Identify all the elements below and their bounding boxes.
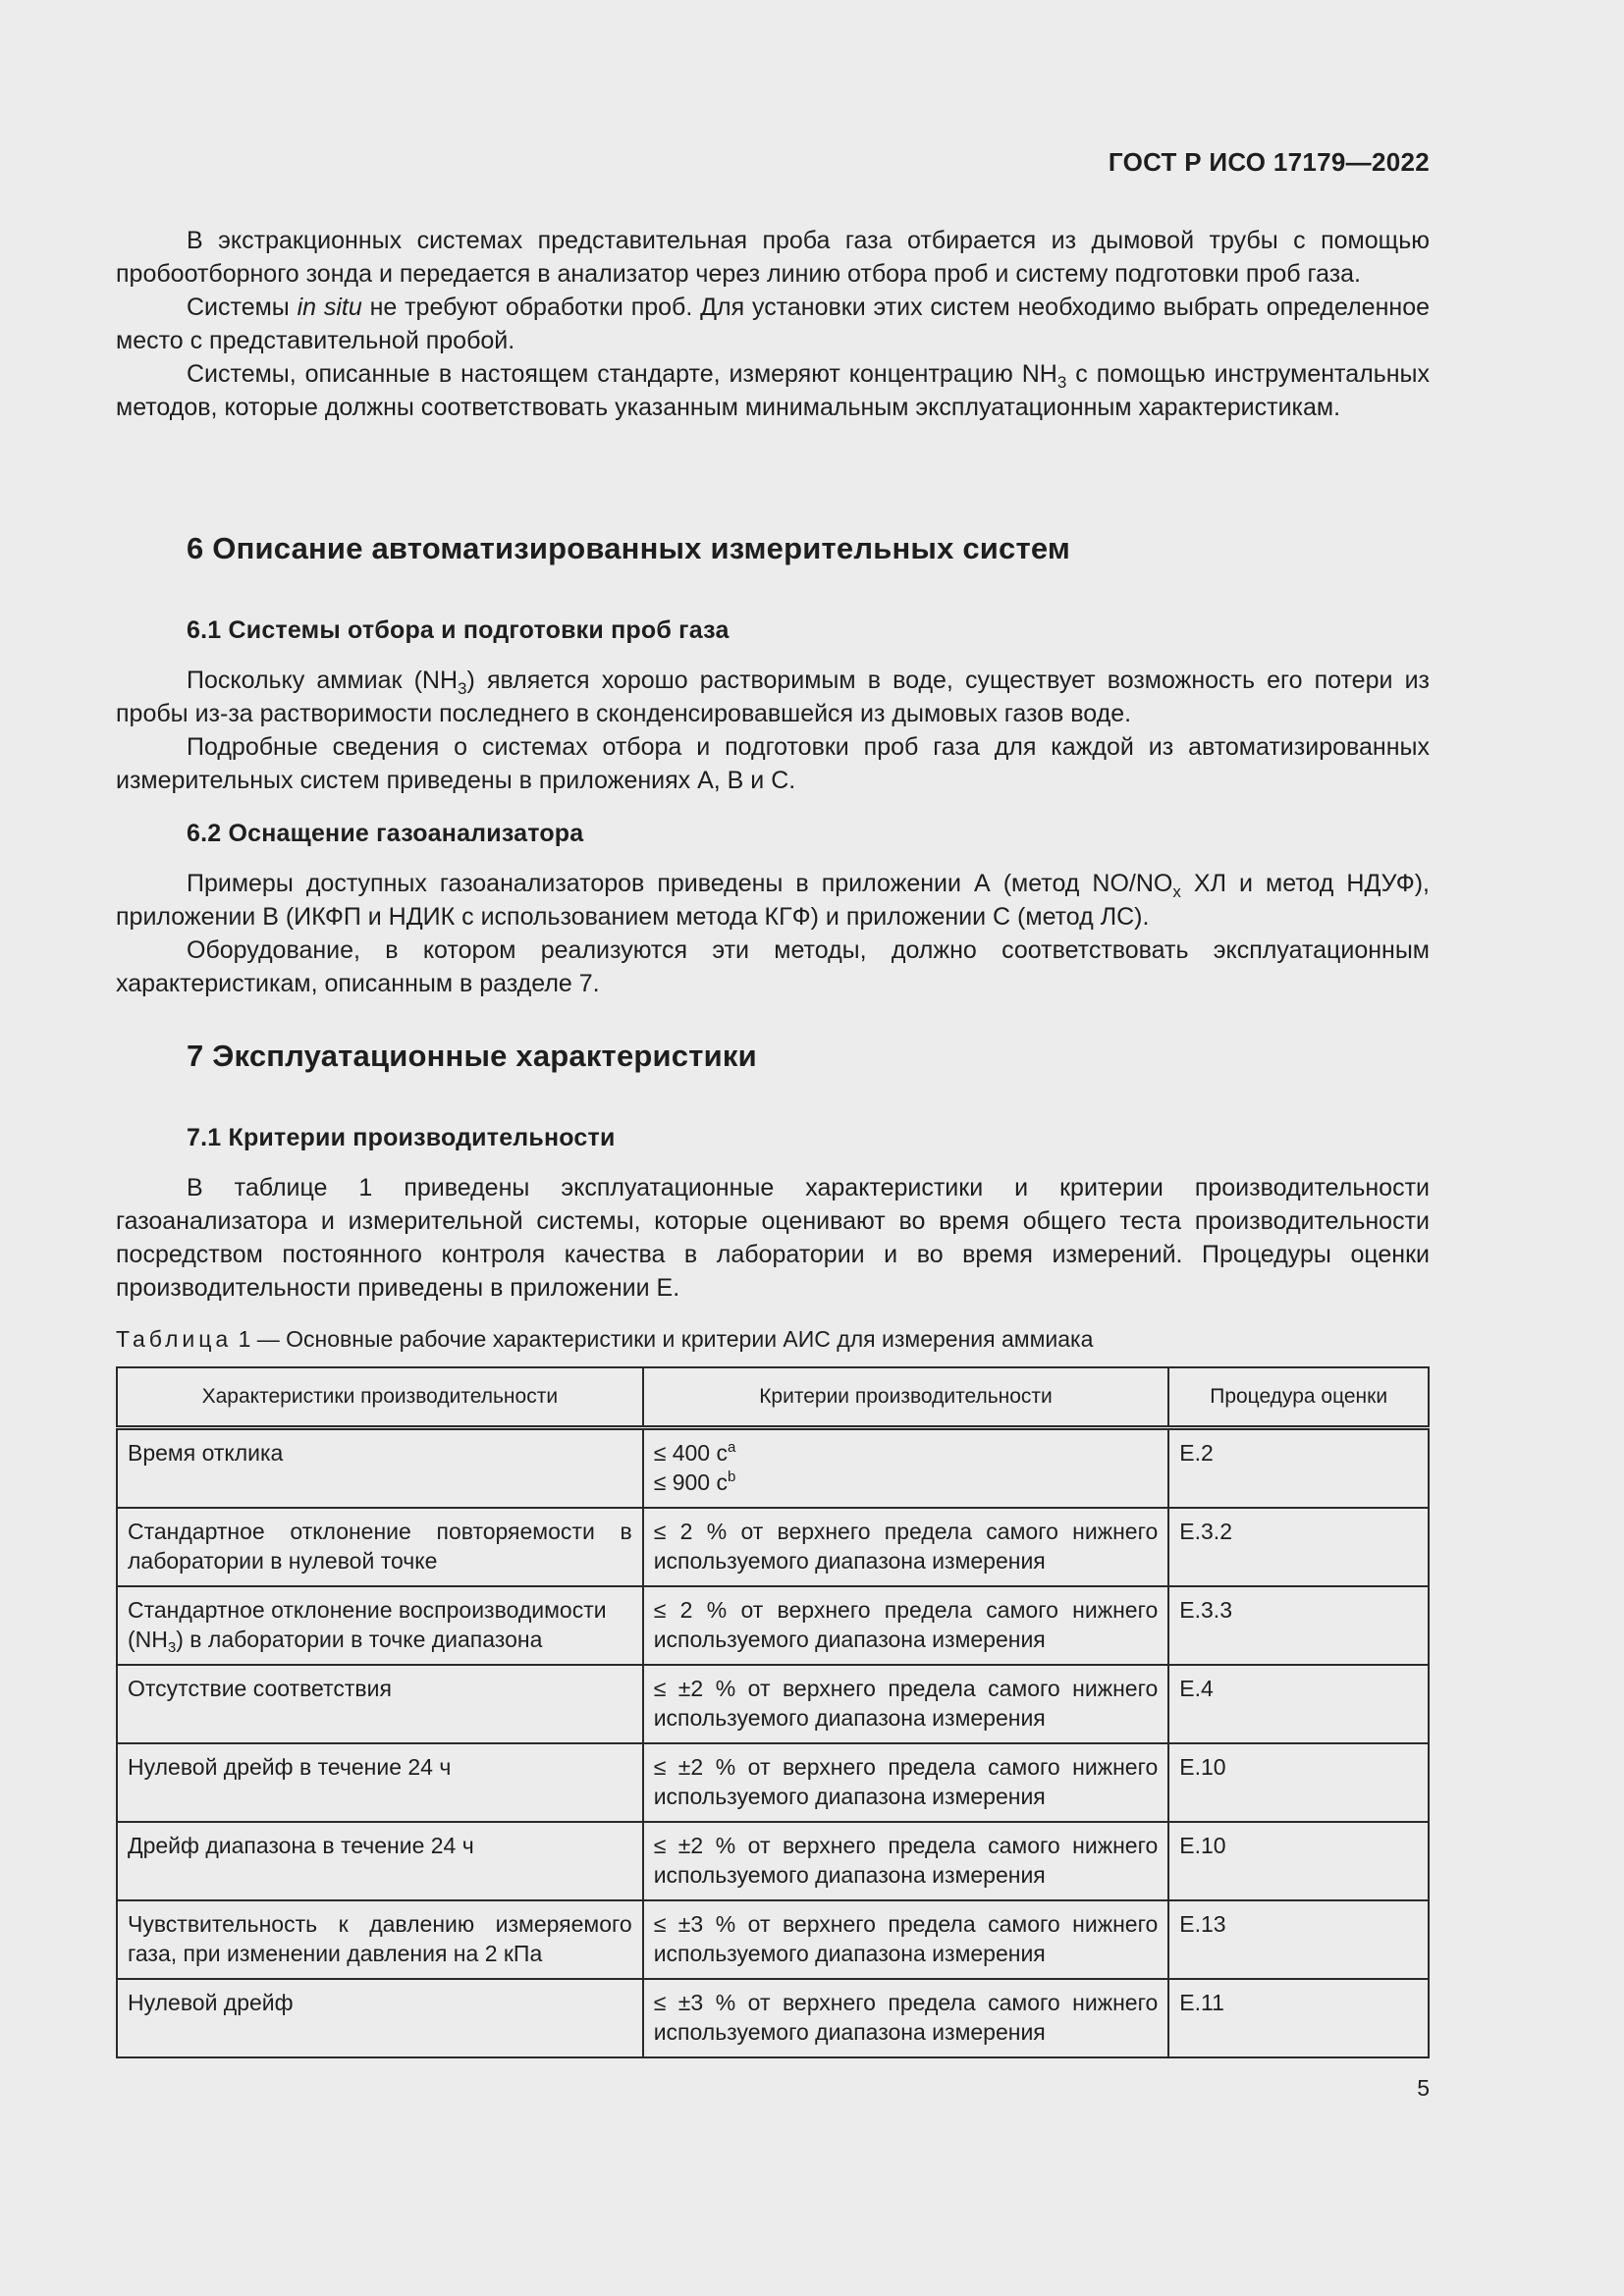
table-cell-criterion: ≤ ±3 % от верхнего предела самого нижнего используемого диапазона измерения: [643, 1979, 1169, 2057]
table-header-characteristics: Характеристики производительности: [117, 1367, 643, 1428]
table-cell-characteristic: Дрейф диапазона в течение 24 ч: [117, 1822, 643, 1900]
table-header-row: [117, 1367, 1429, 1428]
table-cell-procedure: E.10: [1168, 1822, 1429, 1900]
table-cell-criterion: ≤ ±2 % от верхнего предела самого нижнего используемого диапазона измерения: [643, 1743, 1169, 1822]
page-number: 5: [1417, 2075, 1430, 2101]
table-cell-characteristic: Отсутствие соответствия: [117, 1665, 643, 1743]
table-row: [117, 1743, 1429, 1822]
table-header-procedure: Процедура оценки: [1168, 1367, 1429, 1428]
document-code: ГОСТ Р ИСО 17179—2022: [1108, 147, 1430, 177]
section-6-2-paragraph-1: Примеры доступных газоанализаторов приведены в приложении А (метод $NO/NO_x$ ХЛ и метод НДУФ), приложении В (ИКФП и НДИК с использованием метода КГФ) и приложении С (метод ЛС).: [116, 870, 1430, 931]
table-cell-criterion: ≤ ±3 % от верхнего предела самого нижнего используемого диапазона измерения: [643, 1900, 1169, 1979]
table-cell-characteristic: Чувствительность к давлению измеряемого газа, при изменении давления на 2 кПа: [117, 1900, 643, 1979]
table-row: [117, 1822, 1429, 1900]
table-header-criteria: Критерии производительности: [643, 1367, 1169, 1428]
table-row: [117, 1979, 1429, 2057]
table-cell-procedure: E.3.2: [1168, 1508, 1429, 1586]
intro-paragraph-3: Системы, описанные в настоящем стандарте, измеряют концентрацию $NH_3$ с помощью инструментальных методов, которые должны соответствовать указанным минимальным эксплуатационным характеристикам.: [116, 360, 1430, 421]
table-cell-characteristic: Стандартное отклонение воспроизводимости $(NH_3)$ в лаборатории в точке диапазона: [117, 1586, 643, 1665]
section-6-1-paragraph-1: Поскольку аммиак $(NH_3)$ является хорошо растворимым в воде, существует возможность его потери из пробы из-за растворимости последнего в сконденсировавшейся из дымовых газов воде.: [116, 667, 1430, 727]
table-cell-criterion: ≤ 2 % от верхнего предела самого нижнего используемого диапазона измерения: [643, 1508, 1169, 1586]
table-cell-procedure: E.4: [1168, 1665, 1429, 1743]
section-6-1-paragraph-2: Подробные сведения о системах отбора и подготовки проб газа для каждой из автоматизированных измерительных систем приведены в приложениях А, В и С.: [116, 733, 1430, 794]
table-cell-characteristic: Стандартное отклонение повторяемости в лаборатории в нулевой точке: [117, 1508, 643, 1586]
table-cell-criterion: ≤ 400 $с^a$ ≤ 900 $с^b$: [643, 1428, 1169, 1509]
intro-paragraph-2: Системы in situ не требуют обработки проб. Для установки этих систем необходимо выбрать определенное место с представительной пробой.: [116, 294, 1430, 354]
section-6-1-heading: 6.1 Системы отбора и подготовки проб газа: [187, 616, 730, 644]
table-cell-characteristic: Время отклика: [117, 1428, 643, 1509]
intro-paragraph-1: В экстракционных системах представительная проба газа отбирается из дымовой трубы с помощью пробоотборного зонда и передается в анализатор через линию отбора проб и систему подготовки проб газа.: [116, 227, 1430, 288]
performance-table: [116, 1366, 1430, 2058]
section-7-heading: 7 Эксплуатационные характеристики: [187, 1039, 757, 1073]
table-cell-procedure: E.2: [1168, 1428, 1429, 1509]
table-cell-procedure: E.13: [1168, 1900, 1429, 1979]
section-6-2-body: [116, 867, 1430, 1000]
table-caption: [116, 1326, 1093, 1353]
table-cell-characteristic: Нулевой дрейф в течение 24 ч: [117, 1743, 643, 1822]
section-6-heading: 6 Описание автоматизированных измерительных систем: [187, 531, 1071, 565]
table-caption-word: Таблица: [116, 1326, 233, 1352]
table-cell-criterion: ≤ 2 % от верхнего предела самого нижнего используемого диапазона измерения: [643, 1586, 1169, 1665]
table-cell-procedure: E.3.3: [1168, 1586, 1429, 1665]
table-cell-procedure: E.11: [1168, 1979, 1429, 2057]
table-row: [117, 1900, 1429, 1979]
table-cell-procedure: E.10: [1168, 1743, 1429, 1822]
table-row: [117, 1665, 1429, 1743]
section-6-1-body: [116, 664, 1430, 797]
table-row: [117, 1586, 1429, 1665]
table-row: [117, 1508, 1429, 1586]
section-7-1-body: [116, 1171, 1430, 1305]
table-caption-text: 1 — Основные рабочие характеристики и критерии АИС для измерения аммиака: [232, 1326, 1094, 1352]
section-6-2-paragraph-2: Оборудование, в котором реализуются эти методы, должно соответствовать эксплуатационным характеристикам, описанным в разделе 7.: [116, 936, 1430, 997]
section-7-1-heading: 7.1 Критерии производительности: [187, 1124, 616, 1151]
table-cell-criterion: ≤ ±2 % от верхнего предела самого нижнего используемого диапазона измерения: [643, 1665, 1169, 1743]
section-6-2-heading: 6.2 Оснащение газоанализатора: [187, 820, 584, 847]
table-row: [117, 1428, 1429, 1509]
section-7-1-paragraph-1: В таблице 1 приведены эксплуатационные характеристики и критерии производительности газоанализатора и измерительной системы, которые оценивают во время общего теста производительности посредством постоянного контроля качества в лаборатории и во время измерений. Процедуры оценки производительности приведены в приложении Е.: [116, 1174, 1430, 1302]
intro-block: [116, 224, 1430, 424]
table-cell-characteristic: Нулевой дрейф: [117, 1979, 643, 2057]
table-cell-criterion: ≤ ±2 % от верхнего предела самого нижнего используемого диапазона измерения: [643, 1822, 1169, 1900]
